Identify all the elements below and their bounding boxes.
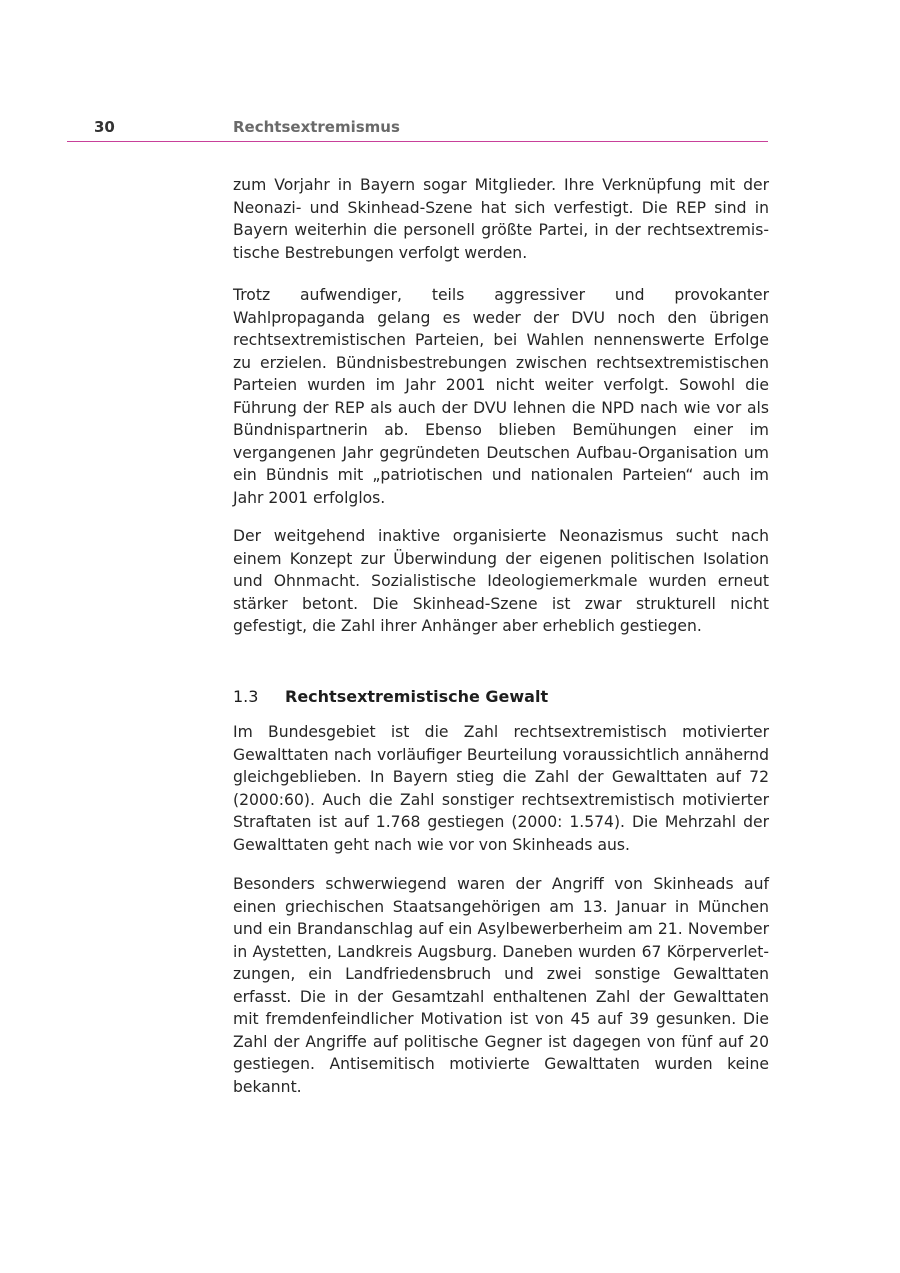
- section-number: 1.3: [233, 687, 259, 706]
- running-title: Rechtsextremismus: [233, 118, 400, 136]
- section-title: Rechtsextremistische Gewalt: [285, 687, 549, 706]
- section-heading: [233, 686, 769, 708]
- paragraph-3: Der weitgehend inaktive organisierte Neonazismus sucht nach einem Konzept zur Überwindung der eigenen politischen Isolation und Ohnmacht. Sozialistische Ideologiemerkmale wurden erneut stärker betont. Die Skinhead-Szene ist zwar strukturell nicht gefestigt, die Zahl ihrer Anhänger aber erheblich gestiegen.: [233, 527, 769, 635]
- page-number: 30: [94, 118, 115, 136]
- section-paragraph-2: Besonders schwerwiegend waren der Angriff von Skinheads auf einen griechischen Staatsangehörigen am 13. Januar in München und ein Brandanschlag auf ein Asylbewerberheim am 21. November in Aystetten, Landkreis Augsburg. Daneben wurden 67 Körperverletzungen, ein Landfriedensbruch und zwei sonstige Gewalttaten erfasst. Die in der Gesamtzahl enthaltenen Zahl der Gewalttaten mit fremdenfeindlicher Motivation ist von 45 auf 39 gesunken. Die Zahl der Angriffe auf politische Gegner ist dagegen von fünf auf 20 gestiegen. Antisemitisch motivierte Gewalttaten wurden keine bekannt.: [233, 875, 769, 1096]
- section-paragraph-1: Im Bundesgebiet ist die Zahl rechtsextremistisch motivierter Gewalttaten nach vorläufiger Beurteilung voraussichtlich annähernd gleichgeblieben. In Bayern stieg die Zahl der Gewalttaten auf 72 (2000:60). Auch die Zahl sonstiger rechtsextremistisch motivierter Straftaten ist auf 1.768 gestiegen (2000: 1.574). Die Mehrzahl der Gewalttaten geht nach wie vor von Skinheads aus.: [233, 723, 769, 854]
- paragraph-1: zum Vorjahr in Bayern sogar Mitglieder. Ihre Verknüpfung mit der Neonazi- und Skinhead-Szene hat sich verfestigt. Die REP sind in Bayern weiterhin die personell größte Partei, in der rechtsextremistische Bestrebungen verfolgt werden.: [233, 176, 769, 262]
- paragraph-2: Trotz aufwendiger, teils aggressiver und provokanter Wahlpropaganda gelang es weder der DVU noch den übrigen rechtsextremistischen Parteien, bei Wahlen nennenswerte Erfolge zu erzielen. Bündnisbestrebungen zwischen rechtsextremistischen Parteien wurden im Jahr 2001 nicht weiter verfolgt. Sowohl die Führung der REP als auch der DVU lehnen die NPD nach wie vor als Bündnispartnerin ab. Ebenso blieben Bemühungen einer im vergangenen Jahr gegründeten Deutschen Aufbau-Organisation um ein Bündnis mit „patriotischen und nationalen Parteien“ auch im Jahr 2001 erfolglos.: [233, 286, 769, 507]
- header-divider: [67, 141, 768, 142]
